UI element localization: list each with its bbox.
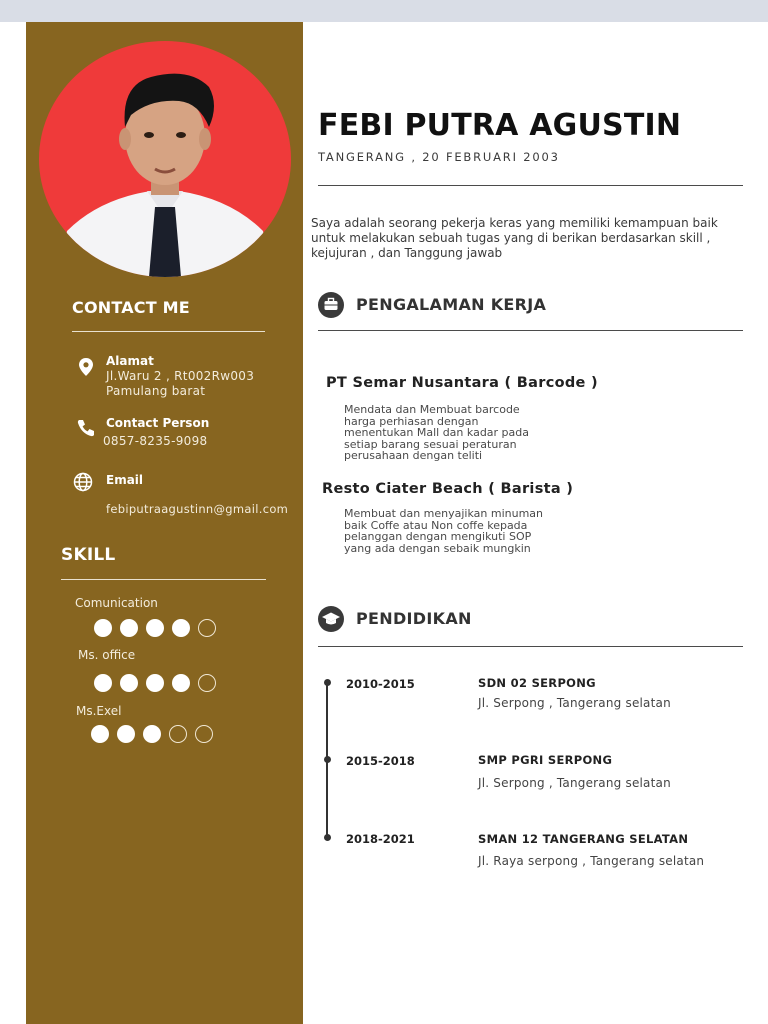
- rating-dot-filled: [146, 619, 164, 637]
- education-address: Jl. Serpong , Tangerang selatan: [478, 696, 671, 710]
- experience-divider: [318, 330, 743, 331]
- about-text: Saya adalah seorang pekerja keras yang memiliki kemampuan baik untuk melakukan sebuah tugas yang di berikan berdasarkan skill , kejujuran , dan Tanggung jawab: [311, 216, 718, 260]
- email-label: Email: [106, 473, 144, 487]
- full-name: FEBI PUTRA AGUSTIN: [318, 108, 682, 143]
- profile-photo: [39, 41, 291, 277]
- education-address: Jl. Raya serpong , Tangerang selatan: [478, 854, 705, 868]
- experience-heading: PENGALAMAN KERJA: [356, 295, 547, 314]
- education-school: SMP PGRI SERPONG: [478, 753, 613, 767]
- birth-place-date: TANGERANG , 20 FEBRUARI 2003: [318, 150, 560, 164]
- address-label: Alamat: [106, 354, 154, 368]
- job-description: Membuat dan menyajikan minuman baik Coffe atau Non coffe kepada pelanggan dengan mengikuti SOP yang ada dengan sebaik mungkin: [344, 507, 544, 555]
- skill-heading: SKILL: [61, 545, 116, 565]
- skill-rating: [94, 674, 216, 692]
- rating-dot-empty: [169, 725, 187, 743]
- rating-dot-filled: [94, 619, 112, 637]
- rating-dot-filled: [94, 674, 112, 692]
- address-line-2: Pamulang barat: [106, 384, 206, 398]
- rating-dot-empty: [198, 619, 216, 637]
- rating-dot-filled: [172, 619, 190, 637]
- contact-divider: [72, 331, 265, 332]
- education-school: SMAN 12 TANGERANG SELATAN: [478, 832, 689, 846]
- rating-dot-empty: [195, 725, 213, 743]
- phone-label: Contact Person: [106, 416, 210, 430]
- address-line-1: Jl.Waru 2 , Rt002Rw003: [106, 369, 255, 383]
- rating-dot-filled: [120, 674, 138, 692]
- education-divider: [318, 646, 743, 647]
- education-years: 2015-2018: [346, 754, 415, 768]
- sidebar: [26, 22, 303, 1024]
- resume-page: [0, 22, 768, 1024]
- globe-icon: [73, 472, 93, 492]
- education-years: 2018-2021: [346, 832, 415, 846]
- briefcase-icon: [318, 292, 344, 318]
- job-title: PT Semar Nusantara ( Barcode ): [326, 375, 598, 391]
- skill-name: Ms. office: [78, 648, 136, 662]
- contact-heading: CONTACT ME: [72, 298, 190, 317]
- graduation-cap-icon: [318, 606, 344, 632]
- email-address: febiputraagustinn@gmail.com: [106, 502, 289, 516]
- timeline-dot: [324, 756, 331, 763]
- skill-name: Ms.Exel: [76, 704, 122, 718]
- skill-name: Comunication: [75, 596, 158, 610]
- education-address: Jl. Serpong , Tangerang selatan: [478, 776, 671, 790]
- rating-dot-empty: [198, 674, 216, 692]
- rating-dot-filled: [143, 725, 161, 743]
- header-divider: [318, 185, 743, 186]
- education-school: SDN 02 SERPONG: [478, 676, 596, 690]
- rating-dot-filled: [172, 674, 190, 692]
- job-description: Mendata dan Membuat barcode harga perhiasan dengan menentukan Mall dan kadar pada setiap barang sesuai peraturan perusahaan dengan teliti: [344, 403, 530, 462]
- timeline-dot: [324, 679, 331, 686]
- rating-dot-filled: [120, 619, 138, 637]
- skill-divider: [61, 579, 266, 580]
- skill-rating: [91, 725, 213, 743]
- phone-number: 0857-8235-9098: [103, 434, 208, 448]
- job-title: Resto Ciater Beach ( Barista ): [322, 481, 574, 497]
- education-years: 2010-2015: [346, 677, 415, 691]
- skill-rating: [94, 619, 216, 637]
- rating-dot-filled: [146, 674, 164, 692]
- location-pin-icon: [76, 357, 96, 377]
- rating-dot-filled: [91, 725, 109, 743]
- rating-dot-filled: [117, 725, 135, 743]
- timeline-dot: [324, 834, 331, 841]
- education-heading: PENDIDIKAN: [356, 609, 472, 628]
- phone-icon: [76, 418, 96, 438]
